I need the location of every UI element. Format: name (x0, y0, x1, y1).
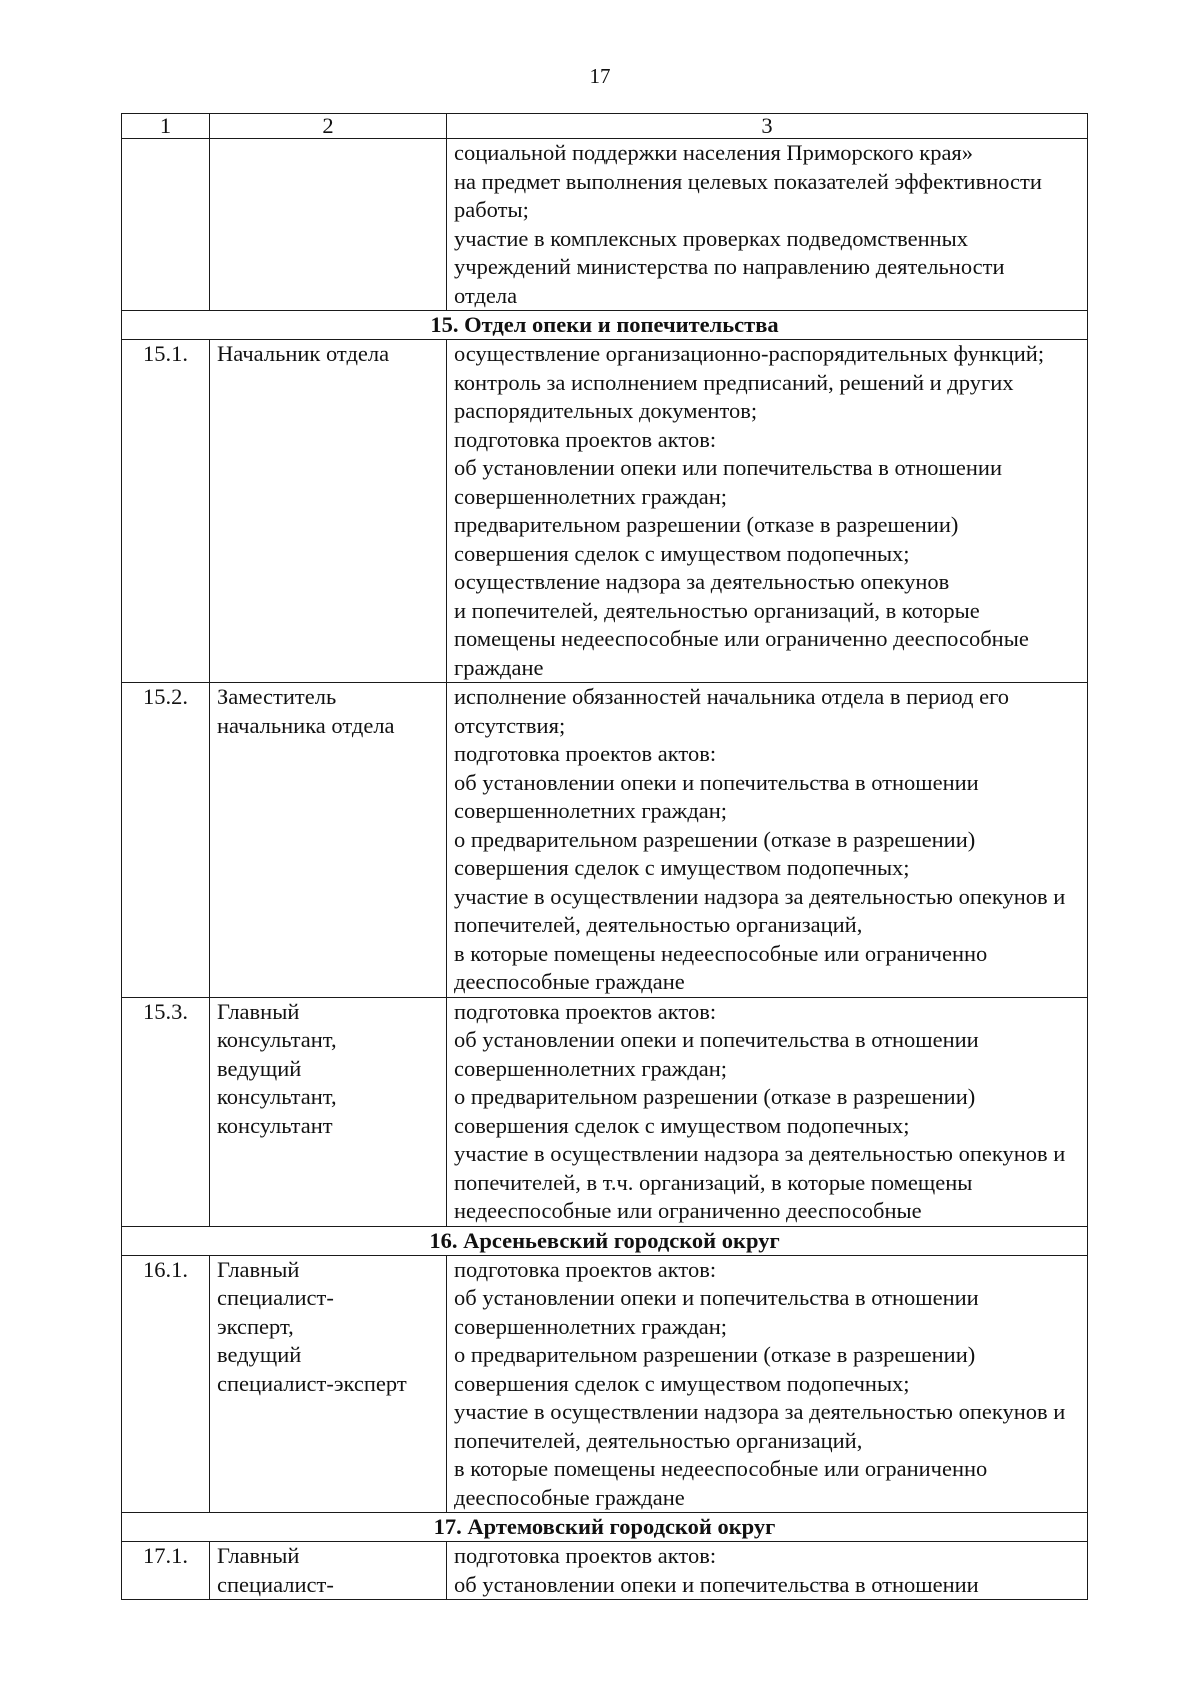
column-number-2: 2 (210, 114, 447, 139)
row-number: 17.1. (122, 1542, 210, 1600)
duty-line: об установлении опеки или попечительства в отношении (454, 455, 1002, 480)
row-number-cell (122, 139, 210, 311)
table-row (122, 997, 1088, 1226)
position-line: ведущий (217, 1055, 302, 1081)
position-cell (210, 683, 447, 998)
column-number-row (122, 114, 1088, 139)
duty-line: работы; (454, 197, 529, 222)
duty-line: совершеннолетних граждан; (454, 1313, 728, 1339)
duty-line: об установлении опеки и попечительства в отношении (454, 1571, 979, 1597)
row-number: 15.3. (122, 997, 210, 1226)
position-cell (210, 139, 447, 311)
position-line: эксперт, (217, 1313, 294, 1339)
duty-line: отдела (454, 282, 518, 308)
duty-line: об установлении опеки и попечительства в отношении (454, 1285, 979, 1310)
duty-line: попечителей, в т.ч. организаций, в которые помещены (454, 1169, 973, 1195)
duties-cell (447, 683, 1088, 998)
section-title: 16. Арсеньевский городской округ (122, 1226, 1088, 1255)
position-line: консультант (217, 1112, 333, 1138)
duty-line: в которые помещены недееспособные или ограниченно (454, 940, 988, 966)
duty-line: участие в осуществлении надзора за деятельностью опекунов и (454, 1141, 1066, 1166)
duty-line: подготовка проектов актов: (454, 1543, 717, 1568)
duty-line: осуществление организационно-распорядительных функций; (454, 341, 1045, 366)
duty-line: подготовка проектов актов: (454, 998, 717, 1024)
position-line: специалист-эксперт (217, 1370, 407, 1396)
row-number: 16.1. (122, 1255, 210, 1513)
duties-table-body (122, 114, 1088, 1600)
section-title: 15. Отдел опеки и попечительства (122, 311, 1088, 340)
duty-line: попечителей, деятельностью организаций, (454, 912, 863, 937)
duty-line: участие в осуществлении надзора за деятельностью опекунов и (454, 1399, 1066, 1424)
position-line: Начальник отдела (217, 341, 390, 366)
duty-line: предварительном разрешении (отказе в разрешении) (454, 512, 959, 537)
duty-line: участие в комплексных проверках подведомственных (454, 225, 969, 251)
position-line: специалист- (217, 1285, 334, 1310)
duty-line: на предмет выполнения целевых показателей эффективности (454, 168, 1042, 194)
duty-line: дееспособные граждане (454, 1484, 685, 1510)
position-line: Главный (217, 1543, 300, 1568)
table-row (122, 340, 1088, 683)
duty-line: участие в осуществлении надзора за деятельностью опекунов и (454, 883, 1066, 909)
duty-line: распорядительных документов; (454, 398, 758, 423)
position-cell (210, 1255, 447, 1513)
duties-cell (447, 997, 1088, 1226)
duties-table (121, 113, 1088, 1600)
duty-line: осуществление надзора за деятельностью опекунов (454, 569, 950, 594)
duty-line: исполнение обязанностей начальника отдела в период его (454, 684, 1010, 709)
duty-line: совершения сделок с имуществом подопечных; (454, 1370, 910, 1396)
position-line: консультант, (217, 1027, 337, 1052)
duties-cell (447, 340, 1088, 683)
duty-line: отсутствия; (454, 712, 566, 738)
duty-line: в которые помещены недееспособные или ограниченно (454, 1456, 988, 1481)
duty-line: совершения сделок с имуществом подопечных; (454, 1112, 910, 1138)
position-line: ведущий (217, 1342, 302, 1367)
position-cell (210, 1542, 447, 1600)
duties-cell (447, 1542, 1088, 1600)
duty-line: учреждений министерства по направлению деятельности (454, 254, 1005, 279)
duty-line: об установлении опеки и попечительства в отношении (454, 1027, 979, 1052)
position-cell (210, 340, 447, 683)
duty-line: совершеннолетних граждан; (454, 483, 728, 509)
position-line: Главный (217, 998, 300, 1024)
continuation-row (122, 139, 1088, 311)
duty-line: дееспособные граждане (454, 969, 685, 994)
duty-line: совершения сделок с имуществом подопечных; (454, 540, 910, 566)
position-line: специалист- (217, 1571, 334, 1597)
duty-line: помещены недееспособные или ограниченно дееспособные (454, 626, 1029, 651)
duty-line: социальной поддержки населения Приморского края» (454, 140, 974, 165)
table-row (122, 1542, 1088, 1600)
row-number: 15.2. (122, 683, 210, 998)
table-row (122, 683, 1088, 998)
section-header-row (122, 1513, 1088, 1542)
column-number-3: 3 (447, 114, 1088, 139)
page-number: 17 (589, 64, 611, 88)
table-row (122, 1255, 1088, 1513)
position-line: консультант, (217, 1084, 337, 1109)
section-header-row (122, 311, 1088, 340)
section-header-row (122, 1226, 1088, 1255)
duty-line: о предварительном разрешении (отказе в разрешении) (454, 1342, 976, 1367)
column-number-1: 1 (122, 114, 210, 139)
position-cell (210, 997, 447, 1226)
duty-line: совершеннолетних граждан; (454, 798, 728, 823)
duty-line: контроль за исполнением предписаний, решений и других (454, 369, 1014, 395)
duty-line: совершеннолетних граждан; (454, 1055, 728, 1081)
duty-line: об установлении опеки и попечительства в отношении (454, 769, 979, 795)
position-line: Заместитель (217, 684, 337, 709)
duty-line: совершения сделок с имуществом подопечных; (454, 855, 910, 880)
position-line: начальника отдела (217, 712, 395, 738)
section-title: 17. Артемовский городской округ (122, 1513, 1088, 1542)
duty-line: и попечителей, деятельностью организаций, в которые (454, 597, 980, 623)
row-number: 15.1. (122, 340, 210, 683)
duties-cell (447, 139, 1088, 311)
duty-line: недееспособные или ограниченно дееспособные (454, 1198, 922, 1223)
duty-line: о предварительном разрешении (отказе в разрешении) (454, 1084, 976, 1109)
duties-cell (447, 1255, 1088, 1513)
duty-line: граждане (454, 654, 544, 680)
duty-line: подготовка проектов актов: (454, 1256, 717, 1282)
duty-line: подготовка проектов актов: (454, 741, 717, 766)
duty-line: о предварительном разрешении (отказе в разрешении) (454, 826, 976, 852)
duty-line: попечителей, деятельностью организаций, (454, 1427, 863, 1453)
duty-line: подготовка проектов актов: (454, 426, 717, 452)
position-line: Главный (217, 1256, 300, 1282)
